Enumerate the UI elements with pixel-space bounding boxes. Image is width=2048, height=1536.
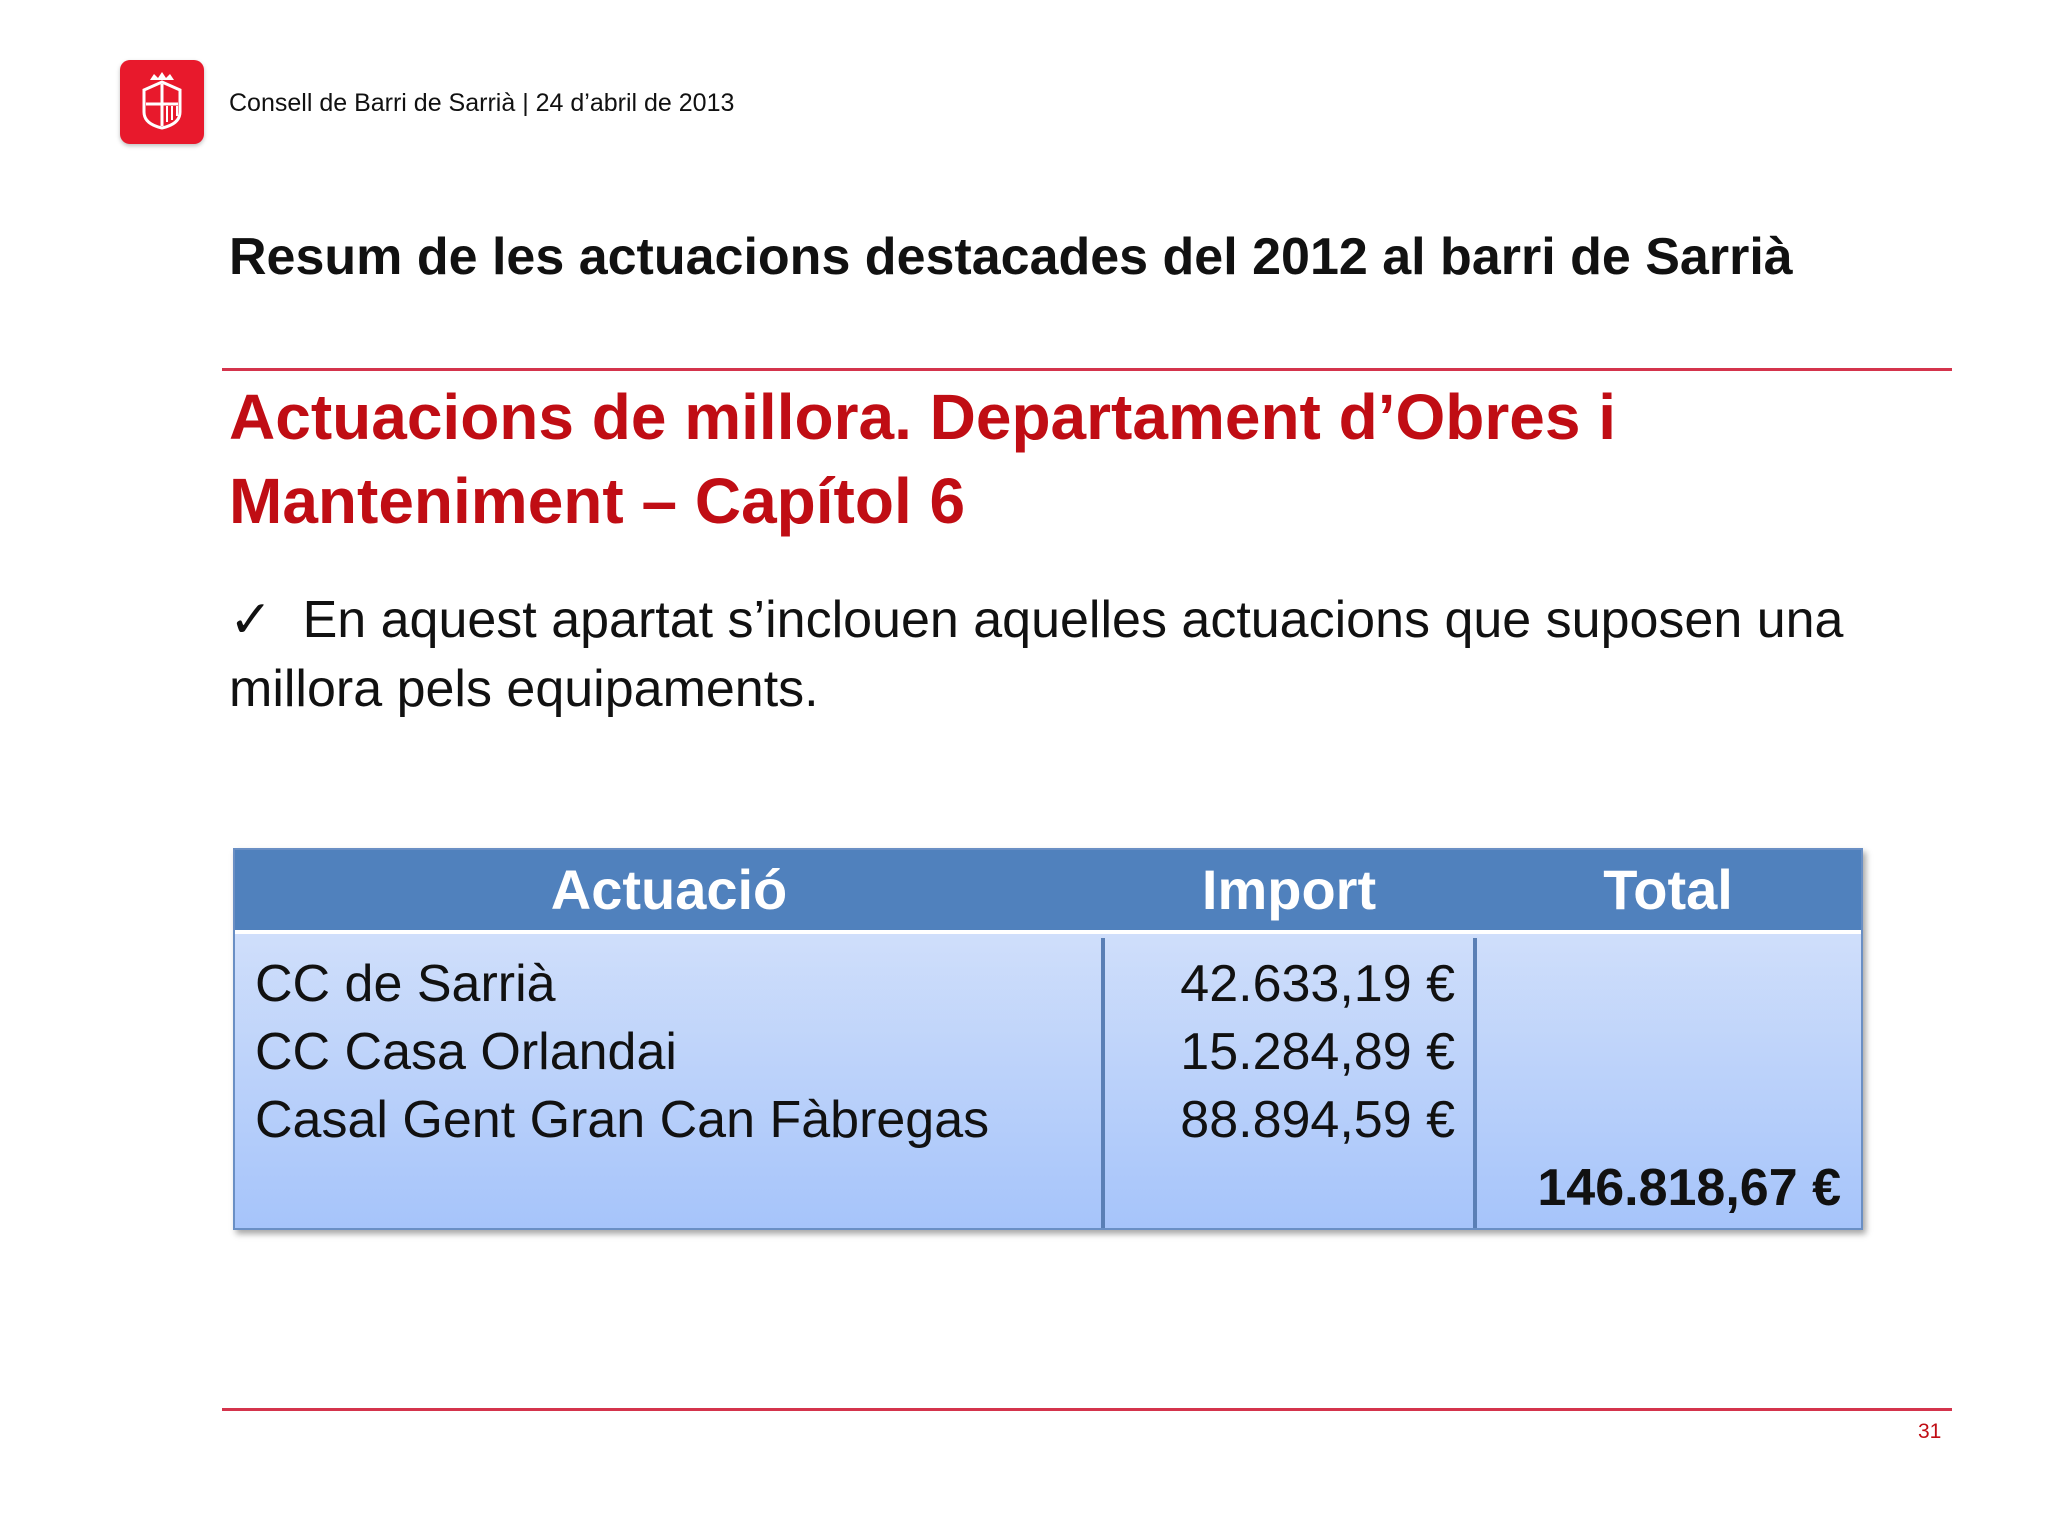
actions-table bbox=[233, 848, 1863, 1230]
column-header-import: Import bbox=[1201, 858, 1377, 921]
bullet-text: En aquest apartat s’inclouen aquelles actuacions que suposen una millora pels equipaments. bbox=[229, 591, 1844, 718]
table-cell-import: 42.633,19 € bbox=[1180, 955, 1455, 1013]
barcelona-logo bbox=[120, 60, 204, 144]
title-divider bbox=[222, 368, 1952, 371]
column-divider bbox=[1101, 938, 1105, 1228]
page-number: 31 bbox=[1918, 1420, 1942, 1443]
table-cell-actuacio: CC de Sarrià bbox=[255, 955, 556, 1013]
import-column bbox=[1115, 950, 1455, 1154]
table-total: 146.818,67 € bbox=[1537, 1159, 1841, 1217]
bullet-point bbox=[229, 586, 1949, 724]
checkmark-icon: ✓ bbox=[229, 591, 273, 649]
section-subtitle: Actuacions de millora. Departament d’Obres i Manteniment – Capítol 6 bbox=[229, 381, 1617, 537]
table-cell-import: 15.284,89 € bbox=[1180, 1023, 1455, 1081]
column-header-actuacio: Actuació bbox=[550, 858, 788, 921]
table-header bbox=[235, 850, 1861, 934]
column-divider bbox=[1473, 938, 1477, 1228]
table-cell-import: 88.894,59 € bbox=[1180, 1091, 1455, 1149]
footer-divider bbox=[222, 1408, 1952, 1411]
slide-title: Resum de les actuacions destacades del 2012 al barri de Sarrià bbox=[229, 228, 1793, 286]
presentation-meta: Consell de Barri de Sarrià | 24 d’abril de 2013 bbox=[229, 89, 735, 117]
table-cell-actuacio: CC Casa Orlandai bbox=[255, 1023, 677, 1081]
table-cell-actuacio: Casal Gent Gran Can Fàbregas bbox=[255, 1091, 990, 1149]
barcelona-coat-of-arms-icon bbox=[120, 60, 204, 144]
column-header-total: Total bbox=[1603, 858, 1733, 921]
actuacio-column bbox=[255, 950, 1095, 1154]
